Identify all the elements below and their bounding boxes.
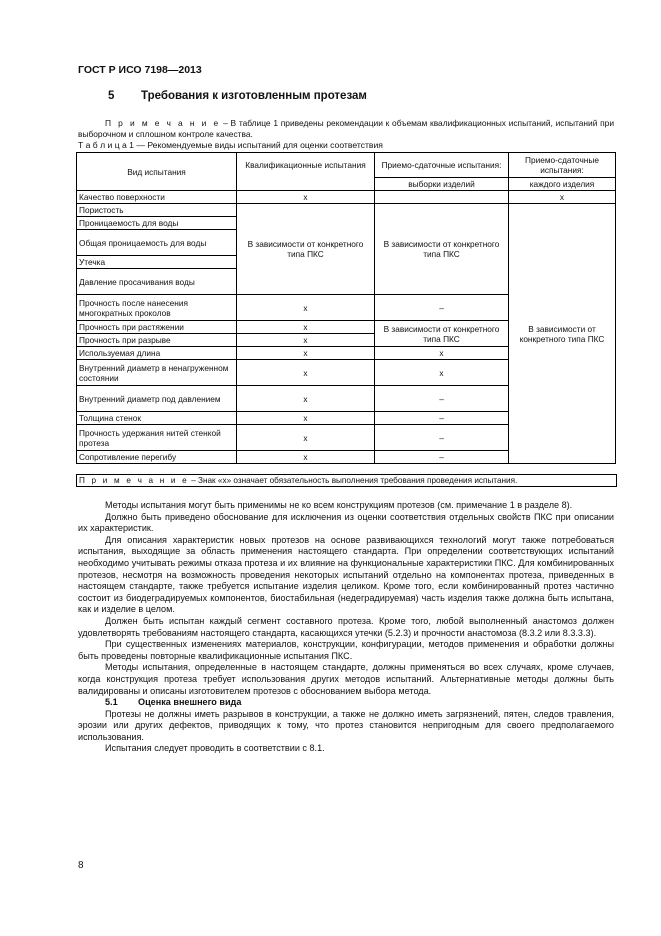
- table-row-label: Общая проницаемость для воды: [77, 230, 237, 256]
- cell-mark: x: [237, 425, 375, 451]
- paragraph: Методы испытания могут быть применимы не ко всем конструкциям протезов (см. примечание 1 в разделе 8).: [105, 500, 573, 510]
- paragraph: Протезы не должны иметь разрывов в конструкции, а также не должно иметь загрязнений, пятен, следов травления, эрозии или других дефектов, приводящих к тому, что протез становится непригодным для своего предполагаемого использования.: [78, 708, 614, 742]
- table-row-label: Прочность удержания нитей стенкой протеза: [77, 425, 237, 451]
- paragraph: Должно быть приведено обоснование для исключения из оценки соответствия отдельных свойств ПКС при описании их характеристик.: [78, 511, 614, 534]
- body-text: [78, 500, 614, 755]
- cell-mark: x: [375, 360, 509, 386]
- page-number: 8: [78, 860, 84, 871]
- cell-mark: x: [237, 451, 375, 464]
- cell-dash: –: [375, 295, 509, 321]
- cell-mark: x: [237, 412, 375, 425]
- cell-mark: x: [237, 386, 375, 412]
- table-row-label: Внутренний диаметр под давлением: [77, 386, 237, 412]
- cell-mark: x: [237, 321, 375, 334]
- section-number: 5: [108, 90, 115, 102]
- table-row-label: Проницаемость для воды: [77, 217, 237, 230]
- paragraph: Методы испытания, определенные в настоящем стандарте, должны применяться во всех случаях, кроме случаев, когда конструкция протеза требует использования других методов испытаний. Альтернативные методы должны быть валидированы и описаны изготовителем протезов с обоснованием выбора метода.: [78, 662, 614, 696]
- table-row-label: Давление просачивания воды: [77, 269, 237, 295]
- cell-depends-qualification: В зависимости от конкретного типа ПКС: [237, 204, 375, 295]
- cell-dash: –: [375, 386, 509, 412]
- table-row-label: Толщина стенок: [77, 412, 237, 425]
- cell-depends-each: В зависимости от конкретного типа ПКС: [509, 204, 616, 464]
- table-row-label: Сопротивление перегибу: [77, 451, 237, 464]
- cell-dash: –: [375, 451, 509, 464]
- cell-mark: x: [375, 347, 509, 360]
- header-acceptance-each-sub: каждого изделия: [509, 178, 616, 191]
- table-caption: Т а б л и ц а 1 — Рекомендуемые виды испытаний для оценки соответствия: [78, 140, 383, 150]
- paragraph: Испытания следует проводить в соответствии с 8.1.: [105, 743, 325, 754]
- table-row-label: Утечка: [77, 256, 237, 269]
- cell-mark: x: [237, 347, 375, 360]
- intro-note-label: П р и м е ч а н и е: [105, 118, 221, 128]
- document-header: ГОСТ Р ИСО 7198—2013: [78, 64, 202, 76]
- table-row-label: Качество поверхности: [77, 191, 237, 204]
- cell-dash: –: [375, 412, 509, 425]
- header-acceptance-sample-sub: выборки изделий: [375, 178, 509, 191]
- paragraph: При существенных изменениях материалов, конструкции, конфигурации, методов применения и обработки должны быть проведены повторные квалификационные испытания ПКС.: [78, 639, 614, 661]
- cell-empty: [375, 191, 509, 204]
- cell-mark: x: [509, 191, 616, 204]
- table-row-label: Используемая длина: [77, 347, 237, 360]
- table-note-label: П р и м е ч а н и е: [79, 476, 189, 485]
- cell-mark: x: [237, 295, 375, 321]
- cell-mark: x: [237, 360, 375, 386]
- subsection-number: 5.1: [105, 697, 118, 708]
- table-note: [76, 474, 617, 487]
- cell-depends-sample: В зависимости от конкретного типа ПКС: [375, 204, 509, 295]
- header-acceptance-sample: Приемо-сдаточные испытания:: [375, 153, 509, 178]
- table-row-label: Прочность при разрыве: [77, 334, 237, 347]
- section-heading: [108, 90, 367, 102]
- table-note-text: – Знак «х» означает обязательность выполнения требования проведения испытания.: [188, 476, 518, 485]
- subsection-title: Оценка внешнего вида: [138, 697, 242, 708]
- intro-note: [78, 118, 614, 140]
- cell-mark: x: [237, 334, 375, 347]
- table-row-label: Внутренний диаметр в ненагруженном состоянии: [77, 360, 237, 386]
- header-test-type: Вид испытания: [77, 153, 237, 191]
- cell-dash: –: [375, 425, 509, 451]
- section-title: Требования к изготовленным протезам: [141, 90, 367, 102]
- paragraph: Для описания характеристик новых протезов на основе развивающихся технологий могут также потребоваться испытания, выходящие за область применения настоящего стандарта. При определении соответствующих испытаний необходимо учитывать режимы отказа протеза и их влияние на функциональные характеристики ПКС. Для комбинированных протезов, несмотря на возможность проведения некоторых испытаний отдельно на компонентах протеза, приведенных в настоящем стандарте, также требуется испытание изделия целиком. Кроме того, если комбинированный протез частично состоит из биодеградируемых компонентов, биостабильная (недеградируемая) часть изделия также должна быть испытана, как и изделие в целом.: [78, 534, 614, 615]
- table-row-label: Прочность после нанесения многократных проколов: [77, 295, 237, 321]
- header-acceptance-each: Приемо-сдаточные испытания:: [509, 153, 616, 178]
- paragraph: Должен быть испытан каждый сегмент составного протеза. Кроме того, любой выполненный анастомоз должен удовлетворять требованиям настоящего стандарта, касающихся утечки (5.2.3) и прочности анастомоза (8.3.2 или 8.3.3.3).: [78, 615, 614, 638]
- table-row-label: Прочность при растяжении: [77, 321, 237, 334]
- intro-note-text: – В таблице 1 приведены рекомендации к объемам квалификационных испытаний, испытаний при выборочном и сплошном контроле качества.: [78, 118, 614, 139]
- table-row-label: Пористость: [77, 204, 237, 217]
- subsection-heading: [78, 697, 614, 709]
- cell-mark: x: [237, 191, 375, 204]
- header-qualification: Квалификационные испытания: [237, 153, 375, 178]
- cell-depends-sample-2: В зависимости от конкретного типа ПКС: [375, 321, 509, 347]
- header-qualification-sub: [237, 178, 375, 191]
- tests-table: [76, 152, 616, 464]
